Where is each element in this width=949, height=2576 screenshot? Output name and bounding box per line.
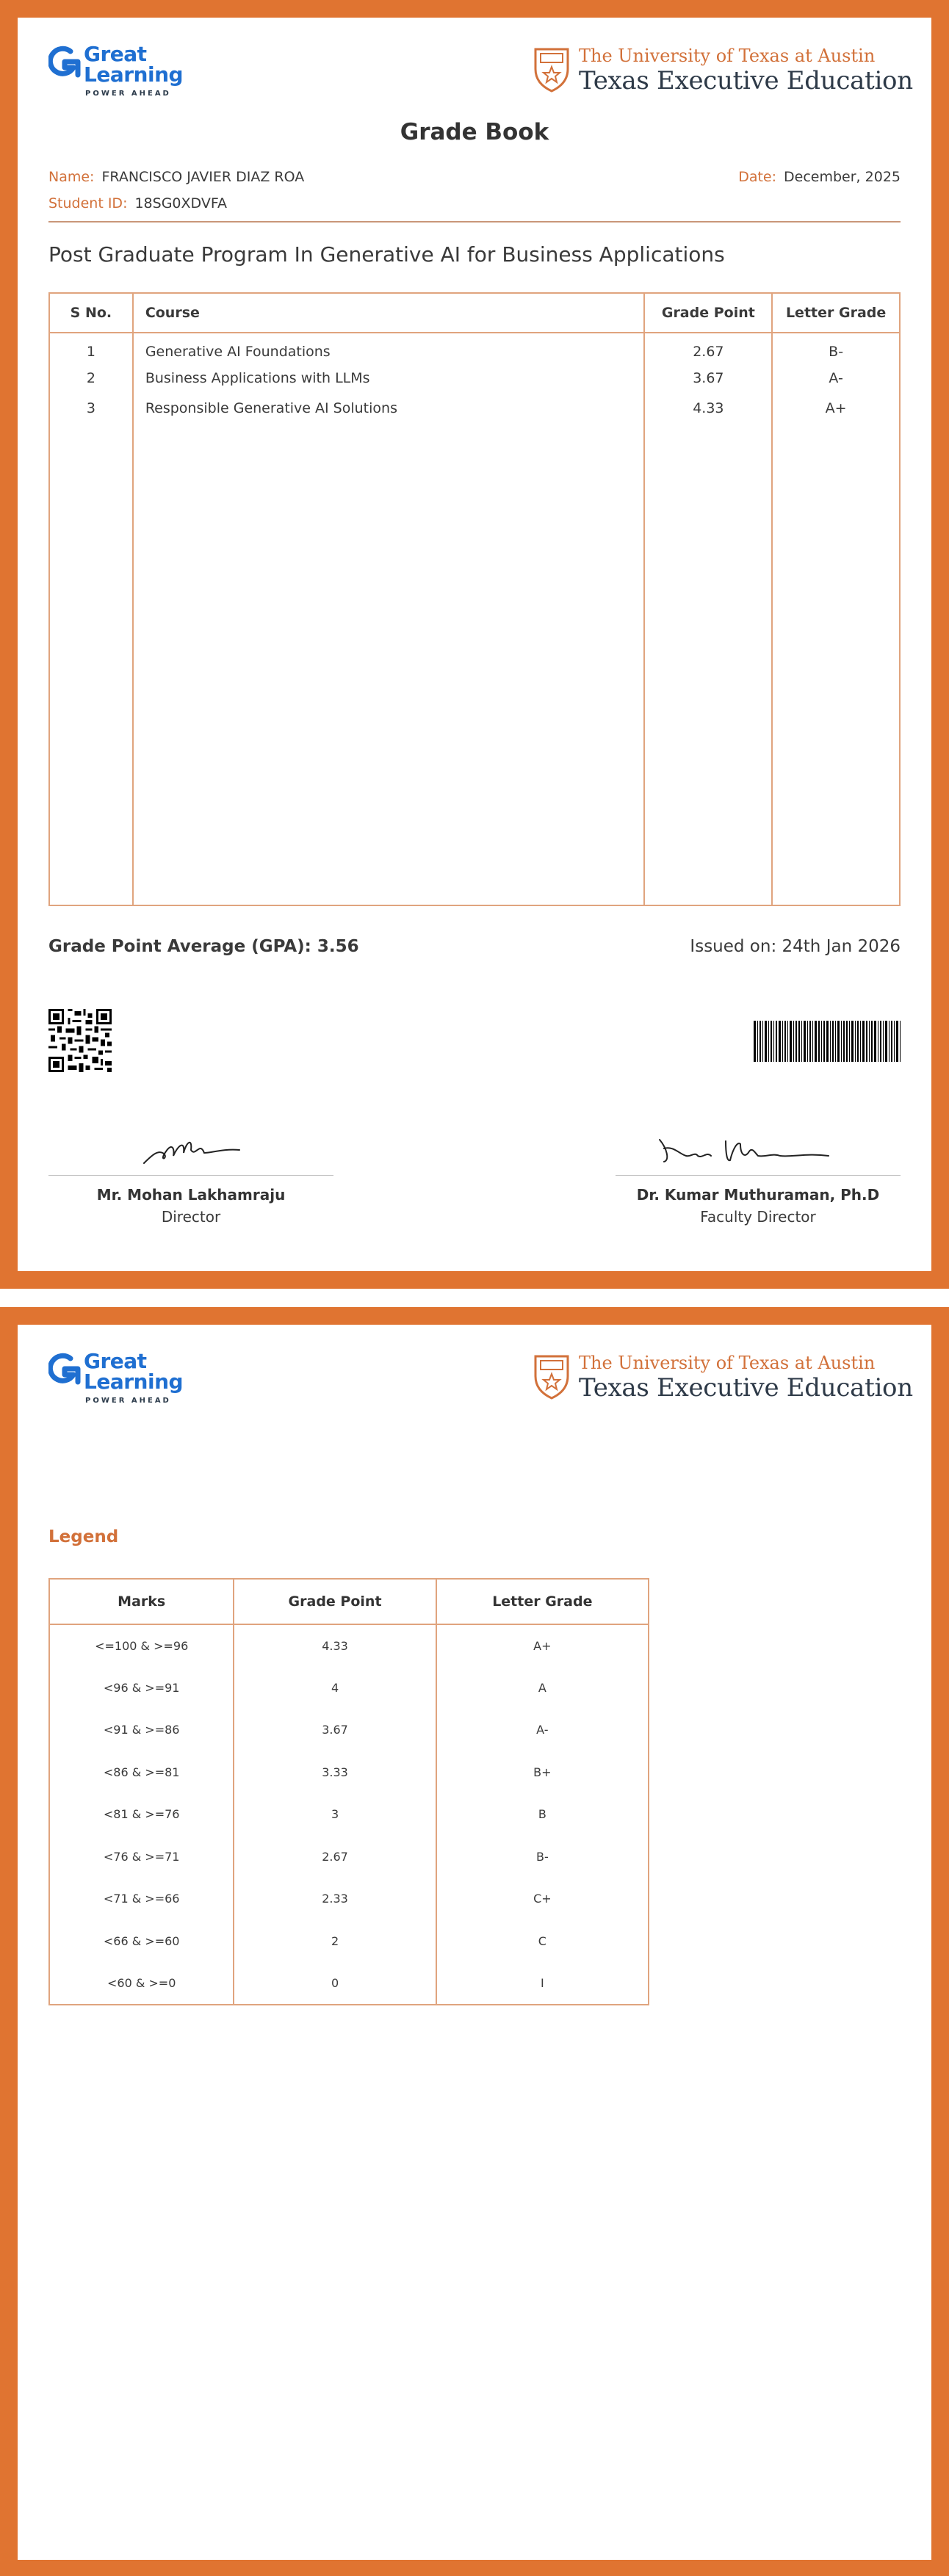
table-row (49, 1920, 649, 1963)
ut-university-name: The University of Texas at Austin (579, 1353, 876, 1373)
ut-austin-logo (533, 1353, 913, 1404)
name-label: Name: (48, 169, 95, 185)
student-id-row (48, 195, 227, 211)
cell-marks: <=100 & >=96 (95, 1638, 189, 1653)
cell-marks: <81 & >=76 (103, 1807, 180, 1822)
header-marks: Marks (49, 1579, 234, 1624)
cell-grade-point: 2.67 (644, 333, 772, 363)
issued-date: Issued on: 24th Jan 2026 (690, 937, 901, 956)
cell-marks: <91 & >=86 (103, 1723, 180, 1737)
gl-tagline: POWER AHEAD (85, 1397, 171, 1405)
page-1 (18, 18, 931, 1271)
signatory-right-name: Dr. Kumar Muthuraman, Ph.D (636, 1186, 880, 1204)
table-row (49, 1667, 649, 1710)
legend-title: Legend (48, 1527, 119, 1546)
great-learning-logo (48, 1349, 184, 1408)
table-row (49, 333, 900, 363)
signatory-left-role: Director (161, 1208, 221, 1226)
table-row (49, 363, 900, 393)
grade-table (48, 292, 901, 906)
gpa-text: Grade Point Average (GPA): 3.56 (48, 937, 359, 956)
name-value: FRANCISCO JAVIER DIAZ ROA (101, 169, 305, 185)
legend-table-header (49, 1579, 649, 1624)
table-row (49, 393, 900, 423)
header-grade-point: Grade Point (644, 293, 772, 333)
cell-course: Generative AI Foundations (133, 333, 645, 363)
date-label: Date: (738, 169, 777, 185)
cell-letter-grade: A (436, 1667, 649, 1710)
cell-letter-grade: A+ (436, 1624, 649, 1667)
cell-sno: 3 (86, 399, 95, 416)
cell-marks: <60 & >=0 (107, 1975, 176, 1990)
cell-grade-point: 3.67 (644, 363, 772, 393)
cell-letter-grade: A- (772, 363, 900, 393)
signatory-left (48, 1119, 333, 1226)
table-row (49, 1709, 649, 1751)
barcode-icon (754, 1021, 901, 1062)
cell-letter-grade: B- (772, 333, 900, 363)
page-2 (18, 1325, 931, 2560)
great-learning-g-icon (48, 1353, 81, 1389)
ut-austin-logo (533, 46, 913, 97)
signatory-right (616, 1119, 901, 1226)
table-row (49, 1751, 649, 1794)
cell-sno: 2 (86, 369, 95, 386)
gl-word-great: Great (84, 1349, 147, 1373)
gl-word-learning: Learning (84, 62, 184, 87)
cell-letter-grade: A+ (772, 393, 900, 423)
signatory-right-role: Faculty Director (700, 1208, 816, 1226)
gl-word-learning: Learning (84, 1370, 184, 1394)
date-value: December, 2025 (784, 169, 901, 185)
table-filler-row (49, 423, 900, 905)
cell-marks: <86 & >=81 (103, 1765, 180, 1779)
cell-marks: <76 & >=71 (103, 1849, 180, 1864)
great-learning-g-icon (48, 46, 81, 82)
program-title: Post Graduate Program In Generative AI for Business Applications (48, 242, 725, 267)
cell-course: Responsible Generative AI Solutions (133, 393, 645, 423)
header-letter-grade: Letter Grade (436, 1579, 649, 1624)
gl-tagline: POWER AHEAD (85, 90, 171, 98)
cell-marks: <71 & >=66 (103, 1892, 180, 1906)
cell-course: Business Applications with LLMs (133, 363, 645, 393)
cell-grade-point: 4.33 (234, 1624, 436, 1667)
ut-executive-education: Texas Executive Education (579, 1373, 913, 1403)
page-title: Grade Book (400, 119, 549, 145)
signature-left-icon (48, 1119, 333, 1172)
qr-code-icon (48, 1009, 112, 1072)
cell-grade-point: 2.67 (234, 1836, 436, 1878)
signatory-left-name: Mr. Mohan Lakhamraju (96, 1186, 286, 1204)
cell-letter-grade: B (436, 1793, 649, 1836)
gl-word-great: Great (84, 42, 147, 66)
student-name-row (48, 169, 304, 185)
cell-letter-grade: B- (436, 1836, 649, 1878)
ut-shield-icon (533, 47, 570, 93)
cell-letter-grade: B+ (436, 1751, 649, 1794)
cell-sno: 1 (86, 344, 95, 360)
header-sno: S No. (49, 293, 133, 333)
page-2-frame (0, 1307, 949, 2576)
student-id-value: 18SG0XDVFA (134, 195, 228, 211)
cell-grade-point: 2 (234, 1920, 436, 1963)
cell-grade-point: 4.33 (644, 393, 772, 423)
signature-right-icon (616, 1119, 901, 1172)
table-row (49, 1793, 649, 1836)
cell-letter-grade: I (436, 1962, 649, 2005)
table-row (49, 1836, 649, 1878)
table-row (49, 1624, 649, 1667)
cell-letter-grade: C+ (436, 1878, 649, 1920)
cell-grade-point: 3.33 (234, 1751, 436, 1794)
ut-shield-icon (533, 1354, 570, 1400)
student-id-label: Student ID: (48, 195, 128, 211)
cell-grade-point: 2.33 (234, 1878, 436, 1920)
date-row (738, 169, 901, 185)
ut-executive-education: Texas Executive Education (579, 66, 913, 95)
cell-letter-grade: C (436, 1920, 649, 1963)
cell-grade-point: 4 (234, 1667, 436, 1710)
ut-university-name: The University of Texas at Austin (579, 46, 876, 66)
cell-marks: <96 & >=91 (103, 1680, 180, 1695)
cell-marks: <66 & >=60 (103, 1933, 180, 1948)
great-learning-logo (48, 42, 184, 101)
header-course: Course (133, 293, 645, 333)
divider (48, 221, 901, 222)
legend-table (48, 1578, 649, 2005)
cell-grade-point: 3.67 (234, 1709, 436, 1751)
table-row (49, 1878, 649, 1920)
cell-grade-point: 0 (234, 1962, 436, 2005)
grade-table-header (49, 293, 900, 333)
cell-letter-grade: A- (436, 1709, 649, 1751)
header-grade-point: Grade Point (234, 1579, 436, 1624)
table-row (49, 1962, 649, 2005)
header-letter-grade: Letter Grade (772, 293, 900, 333)
cell-grade-point: 3 (234, 1793, 436, 1836)
